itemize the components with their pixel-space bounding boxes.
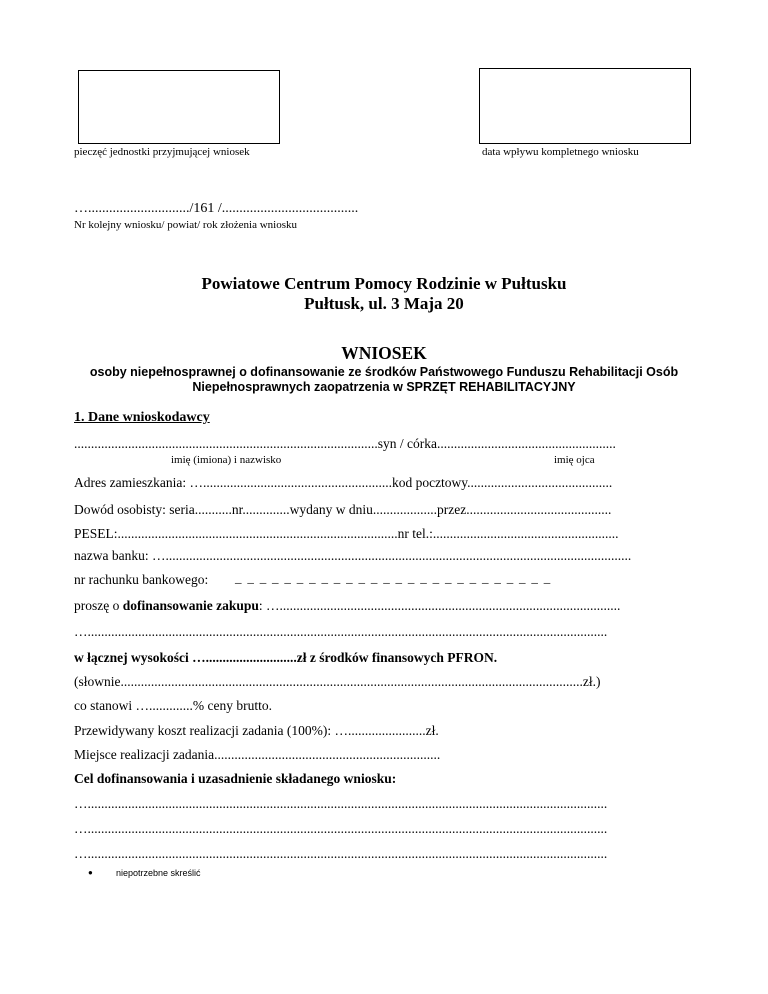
amount-in-words-field[interactable]: (słownie.........................................................................................................................................zł.) [74, 674, 601, 689]
pesel-field[interactable]: PESEL:...................................................................................nr tel.:....................................................... [74, 526, 619, 541]
institution-name: Powiatowe Centrum Pomocy Rodzinie w Pułtusku [201, 274, 567, 293]
account-number-label: nr rachunku bankowego: [74, 572, 209, 587]
total-amount-field[interactable]: w łącznej wysokości …...........................zł z środków finansowych PFRON. [74, 650, 498, 665]
account-number-field[interactable]: _ _ _ _ _ _ _ _ _ _ _ _ _ _ _ _ _ _ _ _ _ _ _ _ _ _ [235, 570, 552, 585]
bank-name-field[interactable]: nazwa banku: ….......................................................................................................................................... [74, 548, 632, 563]
stamp-box [78, 70, 280, 144]
application-number-field[interactable]: …............................./161 /....................................... [74, 201, 359, 216]
footnote-text: niepotrzebne skreślić [116, 868, 201, 878]
percent-field[interactable]: co stanowi ….............% ceny brutto. [74, 698, 272, 713]
request-line[interactable] [74, 598, 620, 614]
document-title: WNIOSEK [341, 343, 427, 363]
id-card-field[interactable]: Dowód osobisty: seria...........nr..............wydany w dniu...................przez........................................... [74, 502, 612, 517]
request-suffix: : …..................................................................................................... [258, 598, 621, 613]
father-name-label: imię ojca [554, 454, 595, 466]
application-number-labels: Nr kolejny wniosku/ powiat/ rok złożenia wniosku [74, 219, 298, 231]
request-bold: dofinansowanie zakupu [122, 598, 259, 613]
date-box [479, 68, 691, 144]
purpose-heading: Cel dofinansowania i uzasadnienie składanego wniosku: [74, 771, 397, 786]
document-subtitle-line1: osoby niepełnosprawnej o dofinansowanie ze środków Państwowego Funduszu Rehabilitacji Osób [89, 365, 679, 379]
date-label: data wpływu kompletnego wniosku [482, 146, 639, 158]
address-field[interactable]: Adres zamieszkania: …........................................................kod pocztowy........................................... [74, 475, 613, 490]
purpose-line-1[interactable]: ….......................................................................................................................................................... [74, 796, 608, 811]
applicant-name-field[interactable]: ..........................................................................................syn / córka..................................................... [74, 436, 616, 451]
applicant-name-label: imię (imiona) i nazwisko [171, 454, 282, 466]
section-heading: 1. Dane wnioskodawcy [74, 410, 210, 425]
request-prefix: proszę o [74, 598, 123, 613]
purpose-line-2[interactable]: ….......................................................................................................................................................... [74, 821, 608, 836]
institution-address: Pułtusk, ul. 3 Maja 20 [304, 294, 464, 313]
estimated-cost-field[interactable]: Przewidywany koszt realizacji zadania (100%): ….......................zł. [74, 723, 439, 738]
stamp-label: pieczęć jednostki przyjmującej wniosek [74, 146, 250, 158]
place-field[interactable]: Miejsce realizacji zadania................................................................... [74, 747, 441, 762]
request-continuation-field[interactable]: ….......................................................................................................................................................... [74, 624, 608, 639]
footnote-bullet: ● [88, 868, 93, 877]
document-subtitle-line2: Niepełnosprawnych zaopatrzenia w SPRZĘT REHABILITACYJNY [192, 380, 576, 394]
purpose-line-3[interactable]: ….......................................................................................................................................................... [74, 846, 608, 861]
